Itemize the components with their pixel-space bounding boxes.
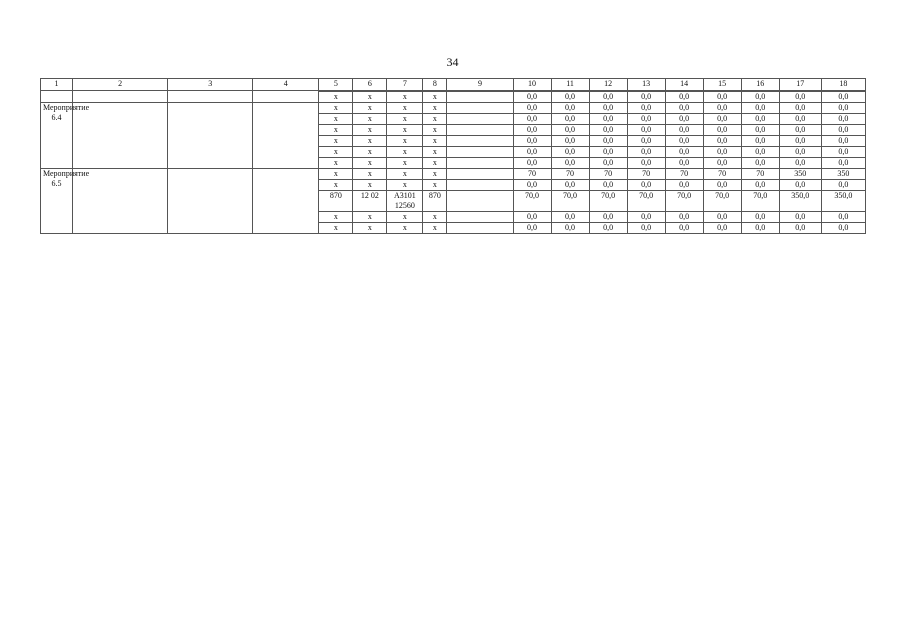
code-cell: x	[387, 136, 423, 147]
value-cell: 0,0	[703, 180, 741, 191]
value-cell: 0,0	[741, 223, 779, 234]
value-cell: 0,0	[703, 125, 741, 136]
value-cell: 0,0	[589, 158, 627, 169]
code-cell: x	[353, 169, 387, 180]
value-cell: 0,0	[627, 114, 665, 125]
value-cell: 0,0	[551, 223, 589, 234]
value-cell: 0,0	[741, 136, 779, 147]
column-number: 17	[779, 79, 821, 91]
value-cell: 70	[513, 169, 551, 180]
value-cell: 0,0	[779, 114, 821, 125]
code-cell: x	[387, 223, 423, 234]
value-cell: 0,0	[513, 223, 551, 234]
value-cell: 0,0	[589, 114, 627, 125]
code-cell: x	[319, 169, 353, 180]
column-number: 15	[703, 79, 741, 91]
value-cell: 0,0	[703, 158, 741, 169]
budget-table	[40, 78, 866, 234]
value-cell: 0,0	[703, 212, 741, 223]
measure-label: Мероприятие 6.4	[41, 103, 73, 169]
code-cell: 870	[319, 191, 353, 212]
value-cell: 0,0	[741, 212, 779, 223]
value-cell: 0,0	[513, 103, 551, 114]
value-cell: 0,0	[741, 125, 779, 136]
column-number: 16	[741, 79, 779, 91]
value-cell: 0,0	[821, 158, 865, 169]
source-label	[447, 92, 513, 103]
code-cell: x	[423, 223, 447, 234]
value-cell: 70	[703, 169, 741, 180]
value-cell: 70,0	[589, 191, 627, 212]
value-cell: 0,0	[779, 103, 821, 114]
value-cell: 0,0	[589, 180, 627, 191]
value-cell: 0,0	[513, 212, 551, 223]
code-cell: x	[353, 103, 387, 114]
value-cell: 70,0	[513, 191, 551, 212]
code-cell: x	[319, 136, 353, 147]
value-cell: 0,0	[665, 223, 703, 234]
measure-title	[73, 103, 168, 169]
page-number: 34	[446, 55, 459, 69]
code-cell: x	[387, 158, 423, 169]
column-number: 3	[168, 79, 253, 91]
value-cell: 0,0	[741, 103, 779, 114]
code-cell: x	[319, 212, 353, 223]
value-cell: 70	[551, 169, 589, 180]
code-cell: 12 02	[353, 191, 387, 212]
column-number: 10	[513, 79, 551, 91]
table-row	[41, 169, 866, 180]
value-cell: 0,0	[627, 125, 665, 136]
code-cell: x	[353, 92, 387, 103]
column-number: 11	[551, 79, 589, 91]
code-cell: x	[319, 223, 353, 234]
value-cell: 0,0	[741, 114, 779, 125]
code-cell: x	[353, 136, 387, 147]
code-cell: x	[423, 125, 447, 136]
value-cell: 0,0	[627, 147, 665, 158]
source-label	[447, 169, 513, 180]
value-cell: 0,0	[589, 223, 627, 234]
value-cell: 0,0	[779, 158, 821, 169]
source-label	[447, 223, 513, 234]
source-label	[447, 191, 513, 212]
executors	[253, 103, 319, 169]
value-cell: 0,0	[513, 158, 551, 169]
column-number: 8	[423, 79, 447, 91]
code-cell: x	[319, 125, 353, 136]
value-cell: 0,0	[665, 136, 703, 147]
code-cell: x	[319, 158, 353, 169]
code-cell: x	[387, 212, 423, 223]
value-cell: 0,0	[589, 103, 627, 114]
value-cell: 70,0	[665, 191, 703, 212]
value-cell: 0,0	[627, 103, 665, 114]
value-cell: 70	[665, 169, 703, 180]
title-cell	[73, 91, 168, 103]
code-cell: x	[353, 125, 387, 136]
code-cell: x	[423, 147, 447, 158]
column-number: 12	[589, 79, 627, 91]
value-cell: 0,0	[551, 92, 589, 103]
value-cell: 0,0	[513, 125, 551, 136]
value-cell: 0,0	[741, 180, 779, 191]
value-cell: 0,0	[589, 136, 627, 147]
column-number: 13	[627, 79, 665, 91]
table-row	[41, 103, 866, 114]
measure-cell	[41, 91, 73, 103]
code-cell: x	[353, 223, 387, 234]
source-label	[447, 158, 513, 169]
value-cell: 0,0	[779, 92, 821, 103]
value-cell: 0,0	[741, 92, 779, 103]
value-cell: 0,0	[821, 114, 865, 125]
value-cell: 0,0	[703, 114, 741, 125]
code-cell: x	[387, 114, 423, 125]
code-cell: x	[423, 103, 447, 114]
value-cell: 0,0	[665, 180, 703, 191]
source-label	[447, 136, 513, 147]
value-cell: 0,0	[665, 92, 703, 103]
value-cell: 0,0	[627, 136, 665, 147]
value-cell: 70	[627, 169, 665, 180]
value-cell: 0,0	[779, 212, 821, 223]
code-cell: x	[423, 92, 447, 103]
value-cell: 0,0	[741, 158, 779, 169]
source-label	[447, 147, 513, 158]
source-label	[447, 212, 513, 223]
column-number: 5	[319, 79, 353, 91]
value-cell: 0,0	[589, 212, 627, 223]
value-cell: 350	[821, 169, 865, 180]
executors-cell	[253, 91, 319, 103]
code-cell: x	[353, 158, 387, 169]
code-cell: 870	[423, 191, 447, 212]
column-number: 18	[821, 79, 865, 91]
value-cell: 0,0	[703, 223, 741, 234]
column-number: 14	[665, 79, 703, 91]
value-cell: 0,0	[513, 136, 551, 147]
value-cell: 0,0	[513, 147, 551, 158]
code-cell: x	[423, 169, 447, 180]
responsible-cell	[168, 91, 253, 103]
code-cell: x	[387, 92, 423, 103]
value-cell: 0,0	[703, 136, 741, 147]
value-cell: 70,0	[627, 191, 665, 212]
value-cell: 0,0	[589, 92, 627, 103]
measure-title	[73, 169, 168, 234]
value-cell: 0,0	[665, 103, 703, 114]
value-cell: 0,0	[821, 125, 865, 136]
value-cell: 0,0	[703, 147, 741, 158]
code-cell: x	[387, 180, 423, 191]
value-cell: 0,0	[551, 147, 589, 158]
code-cell: x	[387, 103, 423, 114]
value-cell: 70	[589, 169, 627, 180]
value-cell: 0,0	[551, 103, 589, 114]
code-cell: x	[423, 158, 447, 169]
value-cell: 0,0	[779, 136, 821, 147]
source-label	[447, 103, 513, 114]
value-cell: 0,0	[779, 147, 821, 158]
code-cell: x	[423, 180, 447, 191]
code-cell: x	[319, 114, 353, 125]
value-cell: 0,0	[627, 212, 665, 223]
value-cell: 0,0	[821, 136, 865, 147]
value-cell: 0,0	[513, 180, 551, 191]
column-number: 9	[447, 79, 513, 91]
code-cell: x	[423, 136, 447, 147]
code-cell: x	[319, 147, 353, 158]
code-cell: x	[319, 103, 353, 114]
value-cell: 0,0	[703, 103, 741, 114]
value-cell: 0,0	[821, 103, 865, 114]
value-cell: 0,0	[821, 180, 865, 191]
value-cell: 0,0	[551, 114, 589, 125]
code-cell: x	[353, 114, 387, 125]
value-cell: 0,0	[665, 147, 703, 158]
value-cell: 0,0	[513, 92, 551, 103]
measure-label: Мероприятие 6.5	[41, 169, 73, 234]
source-label	[447, 180, 513, 191]
value-cell: 0,0	[779, 180, 821, 191]
code-cell: x	[353, 147, 387, 158]
column-number: 7	[387, 79, 423, 91]
value-cell: 0,0	[551, 180, 589, 191]
column-number-row	[41, 79, 866, 91]
code-cell: x	[387, 125, 423, 136]
code-cell: x	[387, 169, 423, 180]
value-cell: 0,0	[665, 158, 703, 169]
value-cell: 0,0	[551, 212, 589, 223]
code-cell: x	[353, 180, 387, 191]
value-cell: 70,0	[551, 191, 589, 212]
code-cell: x	[319, 92, 353, 103]
code-cell: x	[319, 180, 353, 191]
value-cell: 0,0	[551, 125, 589, 136]
value-cell: 0,0	[551, 158, 589, 169]
value-cell: 350	[779, 169, 821, 180]
value-cell: 0,0	[627, 223, 665, 234]
code-cell: x	[423, 114, 447, 125]
value-cell: 0,0	[821, 147, 865, 158]
column-number: 4	[253, 79, 319, 91]
value-cell: 0,0	[627, 158, 665, 169]
value-cell: 350,0	[779, 191, 821, 212]
column-number: 6	[353, 79, 387, 91]
value-cell: 0,0	[665, 125, 703, 136]
value-cell: 0,0	[779, 223, 821, 234]
value-cell: 0,0	[627, 92, 665, 103]
column-number: 2	[73, 79, 168, 91]
source-label	[447, 125, 513, 136]
code-cell: A3101 12560	[387, 191, 423, 212]
value-cell: 0,0	[589, 147, 627, 158]
value-cell: 0,0	[703, 92, 741, 103]
value-cell: 0,0	[665, 114, 703, 125]
value-cell: 0,0	[821, 212, 865, 223]
value-cell: 0,0	[665, 212, 703, 223]
value-cell: 0,0	[821, 223, 865, 234]
executors	[253, 169, 319, 234]
source-label	[447, 114, 513, 125]
empty-column-3	[168, 169, 253, 234]
value-cell: 0,0	[741, 147, 779, 158]
code-cell: x	[423, 212, 447, 223]
code-cell: x	[353, 212, 387, 223]
value-cell: 0,0	[627, 180, 665, 191]
value-cell: 0,0	[551, 136, 589, 147]
column-number: 1	[41, 79, 73, 91]
empty-column-3	[168, 103, 253, 169]
value-cell: 0,0	[779, 125, 821, 136]
value-cell: 70	[741, 169, 779, 180]
value-cell: 0,0	[513, 114, 551, 125]
value-cell: 0,0	[589, 125, 627, 136]
value-cell: 350,0	[821, 191, 865, 212]
value-cell: 70,0	[703, 191, 741, 212]
value-cell: 0,0	[821, 92, 865, 103]
code-cell: x	[387, 147, 423, 158]
value-cell: 70,0	[741, 191, 779, 212]
